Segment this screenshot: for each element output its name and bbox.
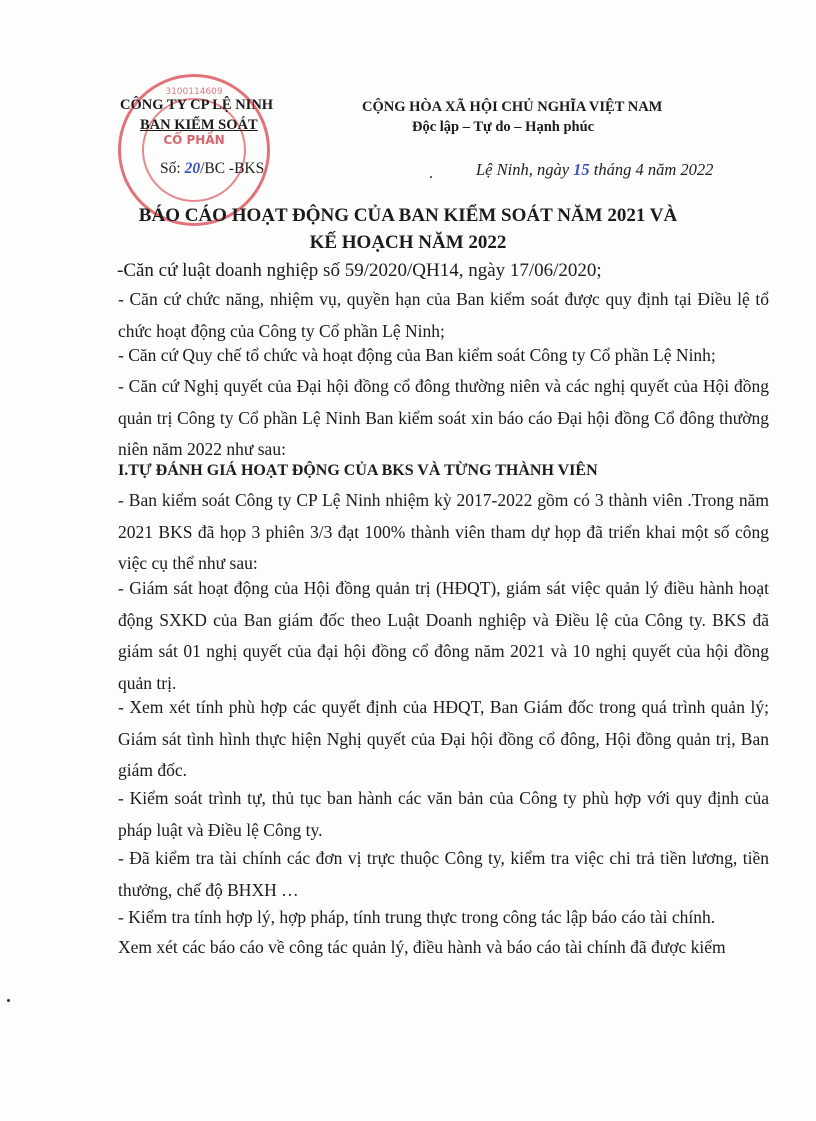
document-number-handwritten: 20 xyxy=(184,160,201,177)
paragraph-legal-basis-charter: - Căn cứ chức năng, nhiệm vụ, quyền hạn của Ban kiểm soát được quy định tại Điều lệ tổ chức hoạt động của Công ty Cổ phần Lệ Ninh; xyxy=(118,289,769,341)
document-number-suffix: /BC -BKS xyxy=(200,160,265,177)
paragraph-finance-inspection: - Đã kiểm tra tài chính các đơn vị trực thuộc Công ty, kiểm tra việc chi trả tiền lương, tiền thưởng, chế độ BHXH … xyxy=(118,848,769,900)
paragraph-procedure-control: - Kiểm soát trình tự, thủ tục ban hành các văn bản của Công ty phù hợp với quy định của pháp luật và Điều lệ Công ty. xyxy=(118,788,769,840)
scan-speck xyxy=(430,176,432,178)
report-title-line-1: BÁO CÁO HOẠT ĐỘNG CỦA BAN KIỂM SOÁT NĂM 2021 VÀ xyxy=(138,205,678,226)
paragraph-legal-basis-regulation: - Căn cứ Quy chế tổ chức và hoạt động của Ban kiểm soát Công ty Cổ phần Lệ Ninh; xyxy=(118,345,716,365)
paragraph-legal-basis-resolutions: - Căn cứ Nghị quyết của Đại hội đồng cổ đông thường niên và các nghị quyết của Hội đồng quản trị Công ty Cổ phần Lệ Ninh Ban kiểm soát xin báo cáo Đại hội đồng Cổ đông thường niên năm 2022 như sau: xyxy=(118,376,769,460)
national-motto: Độc lập – Tự do – Hạnh phúc xyxy=(412,119,595,135)
document-date xyxy=(476,160,713,180)
stamp-number: 3100114609 xyxy=(165,87,223,97)
date-prefix: Lệ Ninh, ngày xyxy=(476,160,574,179)
company-name: CÔNG TY CP LỆ NINH xyxy=(120,97,274,113)
paragraph-supervision: - Giám sát hoạt động của Hội đồng quản trị (HĐQT), giám sát việc quản lý điều hành hoạt động SXKD của Ban giám đốc theo Luật Doanh nghiệp và Điều lệ của Công ty. BKS đã giám sát 01 nghị quyết của đại hội đồng cổ đông năm 2021 và 10 nghị quyết của hội đồng quản trị. xyxy=(118,578,769,693)
country-name: CỘNG HÒA XÃ HỘI CHỦ NGHĨA VIỆT NAM xyxy=(362,99,663,115)
board-name: BAN KIỂM SOÁT xyxy=(140,117,258,133)
scan-speck xyxy=(7,999,10,1002)
document-number xyxy=(160,160,264,178)
date-day-handwritten: 15 xyxy=(573,160,590,179)
paragraph-report-review: Xem xét các báo cáo về công tác quản lý, điều hành và báo cáo tài chính đã được kiểm xyxy=(118,937,726,957)
paragraph-financial-reporting: - Kiểm tra tính hợp lý, hợp pháp, tính trung thực trong công tác lập báo cáo tài chính. xyxy=(118,907,716,927)
paragraph-board-overview: - Ban kiểm soát Công ty CP Lệ Ninh nhiệm kỳ 2017-2022 gồm có 3 thành viên .Trong năm 2021 BKS đã họp 3 phiên 3/3 đạt 100% thành viên tham dự họp đã triển khai một số công việc cụ thể như sau: xyxy=(118,490,769,574)
paragraph-legal-basis-law: -Căn cứ luật doanh nghiệp số 59/2020/QH14, ngày 17/06/2020; xyxy=(117,260,602,281)
stamp-text: CỔ PHẦN xyxy=(163,133,225,147)
section-heading-1: I.TỰ ĐÁNH GIÁ HOẠT ĐỘNG CỦA BKS VÀ TỪNG THÀNH VIÊN xyxy=(118,462,598,479)
date-suffix: tháng 4 năm 2022 xyxy=(589,160,714,179)
report-title-line-2: KẾ HOẠCH NĂM 2022 xyxy=(309,232,507,253)
paragraph-review-decisions: - Xem xét tính phù hợp các quyết định của HĐQT, Ban Giám đốc trong quá trình quản lý; Giám sát tình hình thực hiện Nghị quyết của Đại hội đồng cổ đông, Hội đồng quản trị, Ban giám đốc. xyxy=(118,697,769,781)
document-number-prefix: Số: xyxy=(160,160,185,177)
